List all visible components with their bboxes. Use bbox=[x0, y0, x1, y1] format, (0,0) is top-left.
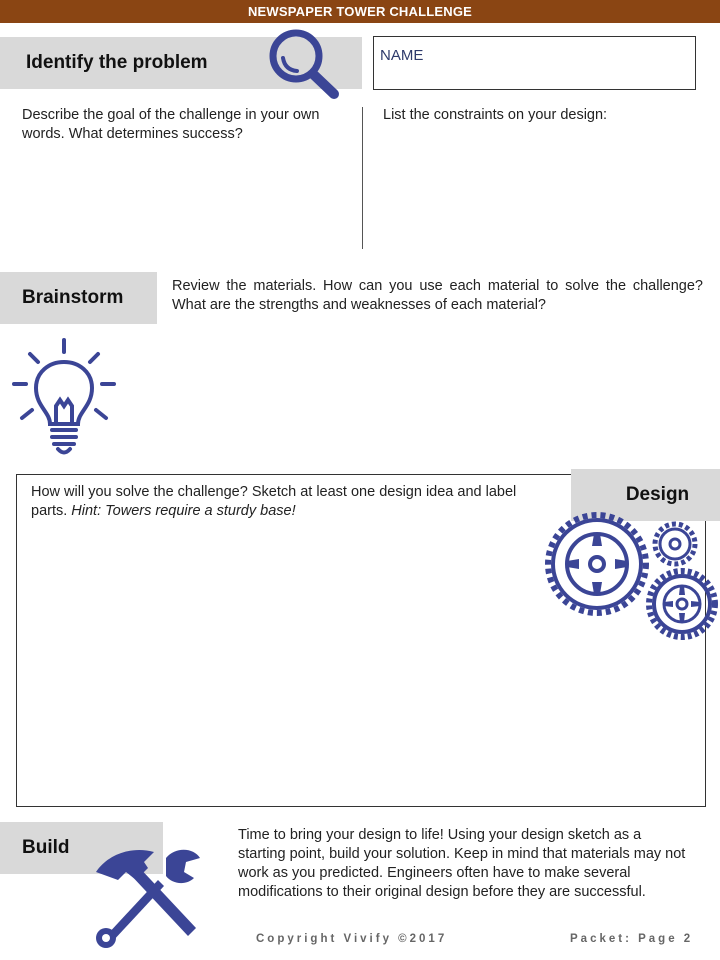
name-label: NAME bbox=[380, 47, 424, 64]
hammer-wrench-icon bbox=[88, 842, 210, 948]
name-field[interactable] bbox=[373, 36, 696, 90]
identify-heading: Identify the problem bbox=[0, 37, 362, 89]
lightbulb-icon bbox=[10, 336, 118, 460]
header-bar bbox=[0, 0, 720, 23]
header-title: NEWSPAPER TOWER CHALLENGE bbox=[247, 4, 473, 19]
brainstorm-heading: Brainstorm bbox=[0, 272, 157, 324]
magnifying-glass-icon bbox=[266, 28, 342, 102]
constraints-prompt: List the constraints on your design: bbox=[383, 107, 608, 123]
design-prompt-text: How will you solve the challenge? Sketch at least one design idea and label parts. bbox=[31, 484, 517, 519]
copyright-text: Copyright Vivify ©2017 bbox=[256, 933, 448, 945]
goal-prompt: Describe the goal of the challenge in your own words. What determines success? bbox=[22, 107, 320, 142]
column-divider bbox=[362, 107, 363, 249]
gears-icon bbox=[540, 506, 720, 646]
design-hint: Hint: Towers require a sturdy base! bbox=[71, 503, 296, 519]
page-number: Packet: Page 2 bbox=[570, 933, 694, 945]
design-prompt bbox=[31, 483, 541, 521]
design-heading: Design bbox=[571, 469, 720, 521]
build-heading: Build bbox=[0, 822, 163, 874]
brainstorm-prompt: Review the materials. How can you use each material to solve the challenge? What are the strengths and weaknesses of each material? bbox=[172, 278, 703, 313]
build-prompt: Time to bring your design to life! Using your design sketch as a starting point, build your solution. Keep in mind that materials may not work as you predicted. Engineers often have to make several modifications to their original design before they are successful. bbox=[238, 827, 686, 900]
